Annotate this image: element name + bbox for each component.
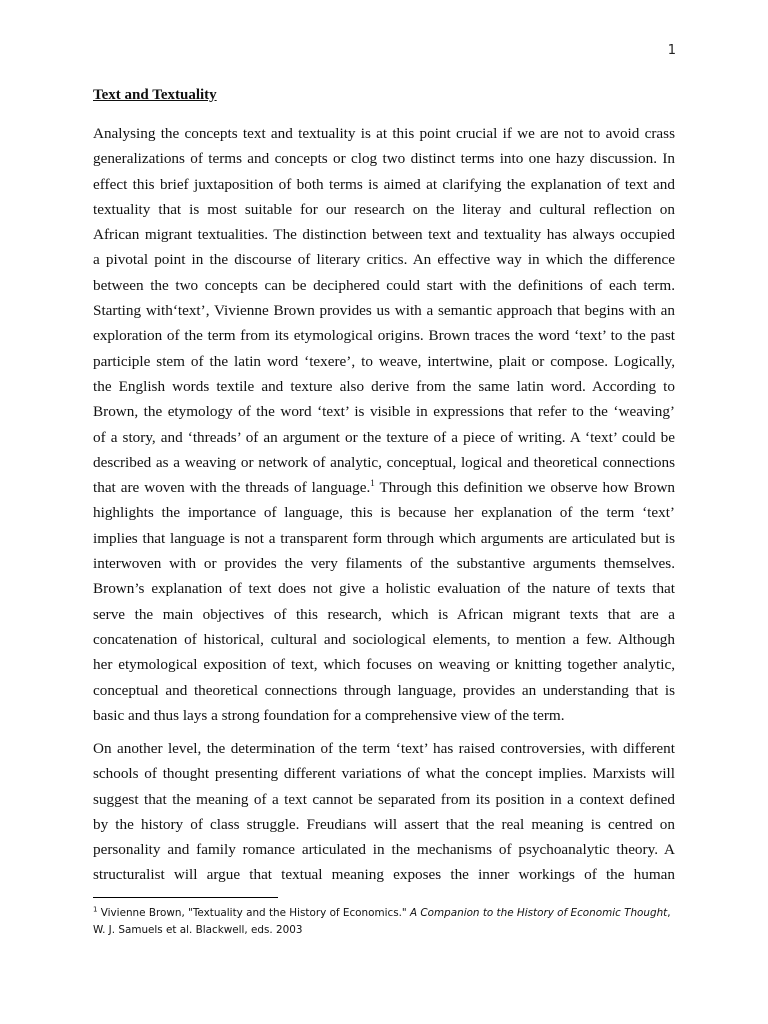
text-line: Brown’s explanation of text does not give a holistic evaluation of the nature of texts that: [93, 580, 675, 598]
text-line: basic and thus lays a strong foundation for a comprehensive view of the term.: [93, 706, 565, 724]
text-line: textuality that is most suitable for our research on the literay and cultural reflection on: [93, 200, 675, 218]
text-line: Analysing the concepts text and textuality is at this point crucial if we are not to avoid crass: [93, 125, 675, 142]
footnote: [93, 905, 693, 939]
text-segment: that are woven with the threads of language.: [93, 479, 371, 497]
page-number: 1: [667, 43, 676, 58]
footnote-text-after: ,: [667, 907, 671, 919]
text-line: exploration of the term from its etymological origins. Brown traces the word ‘text’ to the past: [93, 327, 675, 345]
footnote-separator: [93, 897, 278, 898]
text-line: interwoven with or provides the very filaments of the substantive arguments themselves.: [93, 555, 675, 573]
text-segment: Through this definition we observe how Brown: [374, 479, 676, 497]
text-line: Starting with‘text’, Vivienne Brown provides us with a semantic approach that begins with an: [93, 302, 675, 320]
text-line: participle stem of the latin word ‘texere’, to weave, intertwine, plait or compose. Logically,: [93, 352, 675, 370]
section-title: Text and Textuality: [93, 87, 217, 103]
footnote-number: 1: [93, 905, 98, 914]
footnote-line-2: W. J. Samuels et al. Blackwell, eds. 2003: [93, 924, 303, 936]
text-line: personality and family romance articulated in the mechanisms of psychoanalytic theory. A: [93, 841, 675, 859]
footnote-reference[interactable]: 1: [370, 478, 375, 489]
text-line: conceptual and theoretical connections through language, provides an understanding that is: [93, 681, 675, 699]
text-line: structuralist will argue that textual meaning exposes the inner workings of the human: [93, 866, 675, 884]
text-line-with-footnote-ref: [93, 475, 675, 500]
text-line: described as a weaving or network of analytic, conceptual, logical and theoretical connections: [93, 453, 675, 471]
text-line: serve the main objectives of this research, which is African migrant texts that are a: [93, 605, 675, 623]
text-line: concatenation of historical, cultural and sociological elements, to mention a few. Although: [93, 630, 675, 648]
text-line: between the two concepts can be deciphered could start with the definitions of each term.: [93, 276, 675, 294]
text-line: implies that language is not a transparent form through which arguments are articulated but is: [93, 529, 675, 547]
text-line: a pivotal point in the discourse of literary critics. An effective way in which the difference: [93, 251, 675, 269]
footnote-line-1: [93, 905, 693, 922]
text-line: generalizations of terms and concepts or clog two distinct terms into one hazy discussion. In: [93, 150, 675, 168]
text-line: On another level, the determination of the term ‘text’ has raised controversies, with different: [93, 740, 675, 757]
text-line: Brown, the etymology of the word ‘text’ is visible in expressions that refer to the ‘weaving’: [93, 403, 675, 421]
text-line: the English words textile and texture also derive from the same latin word. According to: [93, 377, 675, 395]
text-line: highlights the importance of language, this is because her explanation of the term ‘text’: [93, 504, 675, 522]
text-line: suggest that the meaning of a text cannot be separated from its position in a context defined: [93, 790, 675, 808]
footnote-text-before: Vivienne Brown, "Textuality and the History of Economics.": [97, 907, 410, 919]
text-line: of a story, and ‘threads’ of an argument or the texture of a piece of writing. A ‘text’ could be: [93, 428, 675, 446]
footnote-book-title: A Companion to the History of Economic Thought: [410, 907, 668, 919]
text-line: her etymological exposition of text, which focuses on weaving or knitting together analytic,: [93, 656, 675, 674]
text-line: schools of thought presenting different variations of what the concept implies. Marxists will: [93, 765, 675, 783]
paragraph-1: [93, 121, 675, 728]
paragraph-2: [93, 736, 675, 888]
text-line: effect this brief juxtaposition of both terms is aimed at clarifying the explanation of text and: [93, 175, 675, 193]
text-line: African migrant textualities. The distinction between text and textuality has always occupied: [93, 226, 675, 244]
text-line: by the history of class struggle. Freudians will assert that the real meaning is centred on: [93, 815, 675, 833]
